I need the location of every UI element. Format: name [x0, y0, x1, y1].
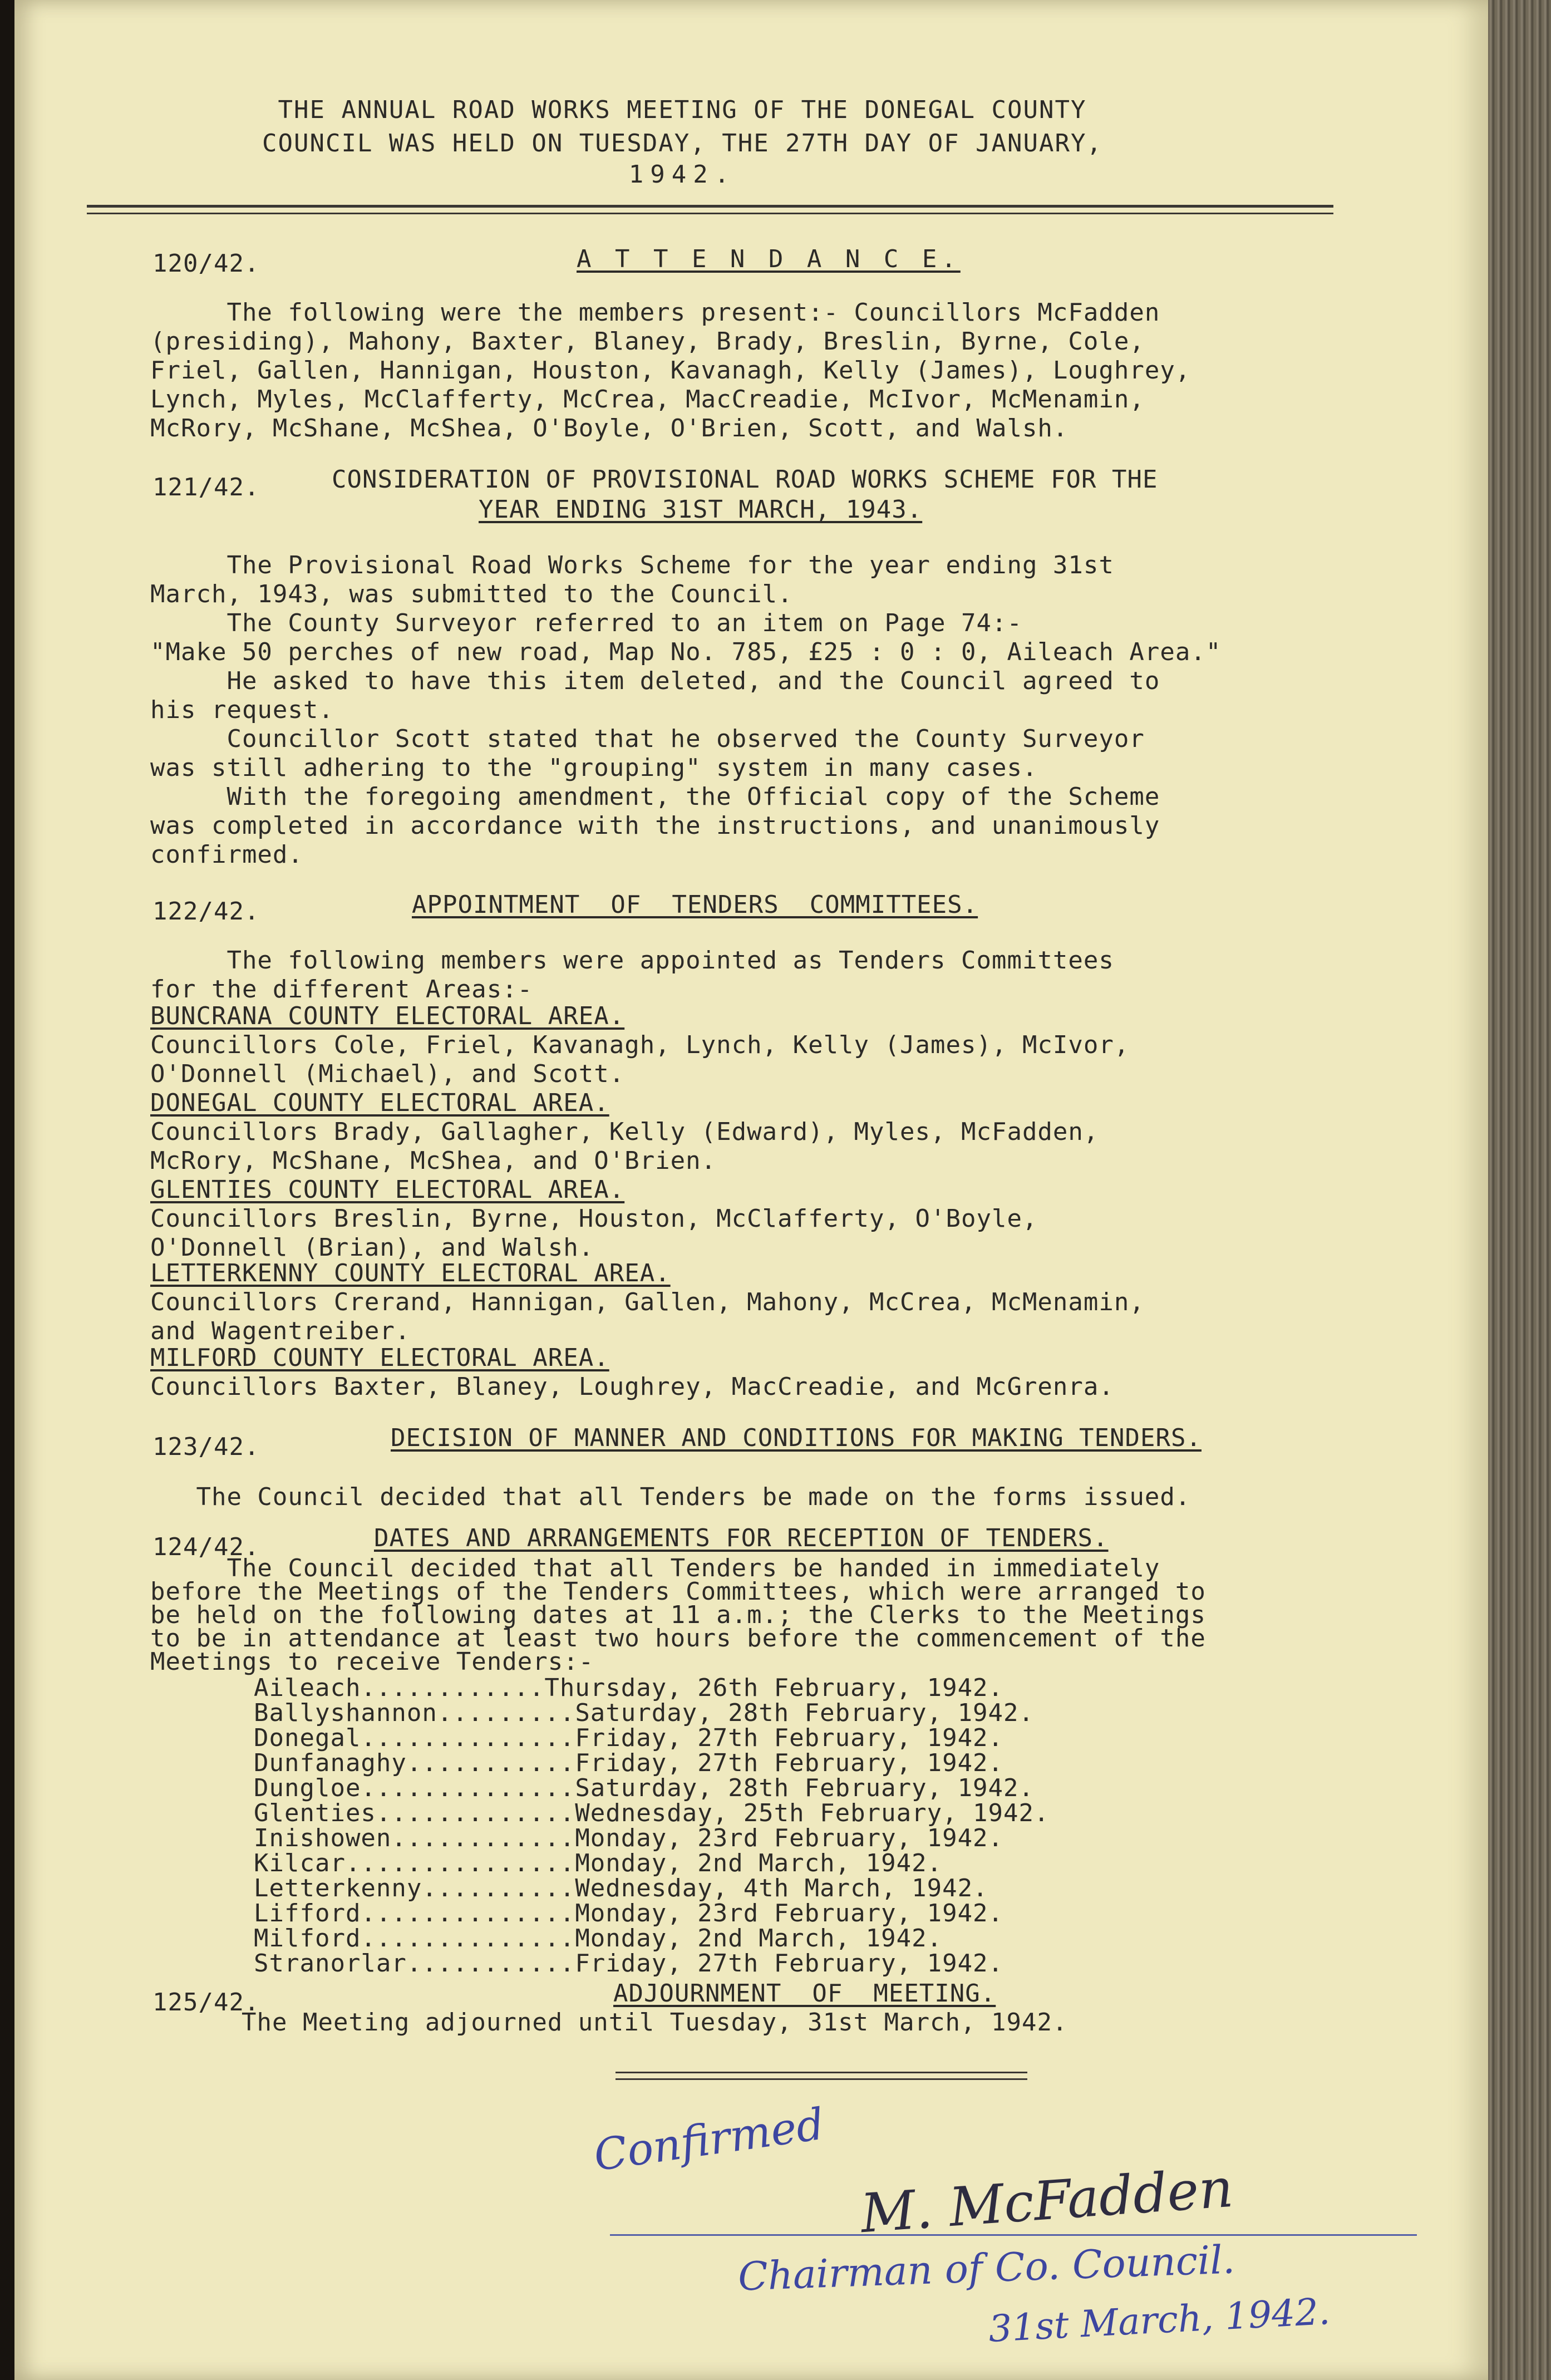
body-line: Councillor Scott stated that he observed the County Surveyor: [150, 725, 1145, 753]
schedule-date: Wednesday, 4th March, 1942.: [575, 1874, 988, 1902]
body-line: The following members were appointed as Tenders Committees: [150, 946, 1114, 975]
schedule-date: Friday, 27th February, 1942.: [575, 1749, 1004, 1777]
leader-dots: ............: [361, 1674, 545, 1702]
schedule-row: [254, 1901, 1003, 1926]
schedule-area: Dungloe: [254, 1774, 361, 1802]
header-rule-2: [87, 213, 1333, 214]
area-heading: MILFORD COUNTY ELECTORAL AREA.: [150, 1344, 609, 1372]
area-members: Councillors Breslin, Byrne, Houston, McClafferty, O'Boyle,: [150, 1204, 1038, 1233]
leader-dots: ...............: [345, 1849, 575, 1877]
body-line: McRory, McShane, McShea, O'Boyle, O'Brien, Scott, and Walsh.: [150, 414, 1069, 442]
body-line: March, 1943, was submitted to the Council.: [150, 580, 793, 608]
book-spine: [0, 0, 14, 2380]
area-members: McRory, McShane, McShea, and O'Brien.: [150, 1147, 717, 1175]
minute-heading-121-line-1: CONSIDERATION OF PROVISIONAL ROAD WORKS SCHEME FOR THE: [332, 465, 1158, 494]
schedule-row: [254, 1851, 942, 1876]
leader-dots: ..............: [361, 1774, 575, 1802]
leader-dots: ..........: [422, 1874, 575, 1902]
schedule-row: [254, 1776, 1034, 1801]
body-line: The following were the members present:- Councillors McFadden: [150, 298, 1160, 327]
header-line-2: COUNCIL WAS HELD ON TUESDAY, THE 27TH DAY OF JANUARY,: [262, 129, 1102, 158]
body-line: Friel, Gallen, Hannigan, Houston, Kavanagh, Kelly (James), Loughrey,: [150, 356, 1191, 385]
chairman-title: Chairman of Co. Council.: [737, 2236, 1236, 2300]
header-line-3: 1942.: [628, 160, 736, 189]
schedule-date: Monday, 2nd March, 1942.: [575, 1924, 943, 1953]
schedule-row: [254, 1801, 1050, 1826]
body-line: to be in attendance at least two hours before the commencement of the: [150, 1624, 1206, 1653]
minute-heading-124: DATES AND ARRANGEMENTS FOR RECEPTION OF TENDERS.: [374, 1524, 1109, 1552]
body-line: (presiding), Mahony, Baxter, Blaney, Brady, Breslin, Byrne, Cole,: [150, 327, 1145, 356]
area-members: Councillors Crerand, Hannigan, Gallen, Mahony, McCrea, McMenamin,: [150, 1288, 1145, 1316]
minute-heading-123: DECISION OF MANNER AND CONDITIONS FOR MAKING TENDERS.: [391, 1424, 1202, 1452]
schedule-row: [254, 1876, 988, 1901]
schedule-row: [254, 1951, 1003, 1976]
minute-number-121: 121/42.: [152, 473, 260, 501]
signature-line: [610, 2234, 1417, 2236]
schedule-date: Monday, 23rd February, 1942.: [575, 1824, 1004, 1852]
signature-date: 31st March, 1942.: [987, 2289, 1331, 2351]
body-line: Lynch, Myles, McClafferty, McCrea, MacCreadie, McIvor, McMenamin,: [150, 385, 1145, 414]
schedule-area: Kilcar: [254, 1849, 346, 1877]
body-line: The Provisional Road Works Scheme for the year ending 31st: [150, 551, 1114, 579]
leader-dots: .............: [376, 1799, 575, 1827]
leader-dots: ..............: [361, 1899, 575, 1927]
schedule-row: [254, 1725, 1003, 1750]
leader-dots: ..............: [361, 1924, 575, 1953]
schedule-date: Saturday, 28th February, 1942.: [575, 1699, 1035, 1727]
schedule-row: [254, 1675, 1003, 1700]
body-line: With the foregoing amendment, the Official copy of the Scheme: [150, 783, 1160, 811]
schedule-date: Saturday, 28th February, 1942.: [575, 1774, 1035, 1802]
schedule-area: Ballyshannon: [254, 1699, 437, 1727]
schedule-date: Wednesday, 25th February, 1942.: [575, 1799, 1050, 1827]
area-members: O'Donnell (Brian), and Walsh.: [150, 1233, 594, 1262]
body-line: confirmed.: [150, 840, 303, 869]
schedule-date: Monday, 23rd February, 1942.: [575, 1899, 1004, 1927]
body-line: be held on the following dates at 11 a.m.; the Clerks to the Meetings: [150, 1601, 1206, 1629]
body-line: The County Surveyor referred to an item on Page 74:-: [150, 609, 1022, 637]
minute-number-122: 122/42.: [152, 897, 260, 926]
schedule-area: Inishowen: [254, 1824, 392, 1852]
area-members: O'Donnell (Michael), and Scott.: [150, 1060, 625, 1088]
schedule-area: Lifford: [254, 1899, 361, 1927]
area-heading: GLENTIES COUNTY ELECTORAL AREA.: [150, 1176, 625, 1204]
schedule-area: Glenties: [254, 1799, 376, 1827]
area-heading: BUNCRANA COUNTY ELECTORAL AREA.: [150, 1002, 625, 1030]
schedule-area: Dunfanaghy: [254, 1749, 407, 1777]
schedule-date: Friday, 27th February, 1942.: [575, 1949, 1004, 1978]
area-members: Councillors Baxter, Blaney, Loughrey, MacCreadie, and McGrenra.: [150, 1373, 1114, 1401]
header-rule: [87, 205, 1333, 208]
minute-body-123: The Council decided that all Tenders be made on the forms issued.: [150, 1483, 1191, 1511]
body-line: was still adhering to the "grouping" system in many cases.: [150, 754, 1038, 782]
minute-heading-121-line-2: YEAR ENDING 31ST MARCH, 1943.: [479, 495, 923, 524]
page-edge: [1488, 0, 1551, 2380]
area-members: Councillors Brady, Gallagher, Kelly (Edward), Myles, McFadden,: [150, 1118, 1099, 1146]
minute-body-125: The Meeting adjourned until Tuesday, 31st March, 1942.: [242, 2008, 1068, 2037]
schedule-row: [254, 1926, 942, 1951]
area-members: Councillors Cole, Friel, Kavanagh, Lynch, Kelly (James), McIvor,: [150, 1031, 1130, 1059]
ledger-page: [14, 0, 1488, 2380]
minute-heading-125: ADJOURNMENT OF MEETING.: [613, 1979, 996, 2008]
minute-heading-120: A T T E N D A N C E.: [577, 245, 961, 273]
body-line: The Council decided that all Tenders be handed in immediately: [150, 1554, 1160, 1582]
body-line: Meetings to receive Tenders:-: [150, 1648, 594, 1676]
body-line: his request.: [150, 696, 334, 724]
body-line: "Make 50 perches of new road, Map No. 785, £25 : 0 : 0, Aileach Area.": [150, 638, 1222, 666]
minute-number-124: 124/42.: [152, 1533, 260, 1561]
leader-dots: ............: [391, 1824, 575, 1852]
area-members: and Wagentreiber.: [150, 1317, 411, 1345]
area-heading: LETTERKENNY COUNTY ELECTORAL AREA.: [150, 1259, 671, 1287]
closing-rule-2: [616, 2078, 1027, 2080]
minute-number-125: 125/42.: [152, 1988, 260, 2017]
body-line: was completed in accordance with the instructions, and unanimously: [150, 812, 1160, 840]
schedule-area: Letterkenny: [254, 1874, 422, 1902]
leader-dots: .........: [437, 1699, 575, 1727]
leader-dots: ..............: [361, 1724, 575, 1752]
schedule-area: Milford: [254, 1924, 361, 1953]
header-line-1: THE ANNUAL ROAD WORKS MEETING OF THE DONEGAL COUNTY: [278, 96, 1087, 124]
schedule-row: [254, 1700, 1034, 1725]
schedule-row: [254, 1750, 1003, 1776]
body-line: for the different Areas:-: [150, 975, 533, 1004]
area-heading: DONEGAL COUNTY ELECTORAL AREA.: [150, 1089, 609, 1117]
schedule-date: Friday, 27th February, 1942.: [575, 1724, 1004, 1752]
closing-rule: [616, 2072, 1027, 2073]
schedule-area: Donegal: [254, 1724, 361, 1752]
body-line: before the Meetings of the Tenders Committees, which were arranged to: [150, 1577, 1206, 1606]
leader-dots: ...........: [406, 1949, 575, 1978]
schedule-row: [254, 1826, 1003, 1851]
schedule-area: Stranorlar: [254, 1949, 407, 1978]
chairman-signature: M. McFadden: [858, 2156, 1235, 2245]
schedule-date: Thursday, 26th February, 1942.: [544, 1674, 1004, 1702]
schedule-date: Monday, 2nd March, 1942.: [575, 1849, 943, 1877]
body-line: He asked to have this item deleted, and the Council agreed to: [150, 667, 1160, 695]
schedule-area: Aileach: [254, 1674, 361, 1702]
confirmed-note: Confirmed: [590, 2099, 828, 2181]
leader-dots: ...........: [406, 1749, 575, 1777]
minute-number-120: 120/42.: [152, 249, 260, 278]
minute-number-123: 123/42.: [152, 1433, 260, 1461]
minute-heading-122: APPOINTMENT OF TENDERS COMMITTEES.: [412, 891, 978, 919]
